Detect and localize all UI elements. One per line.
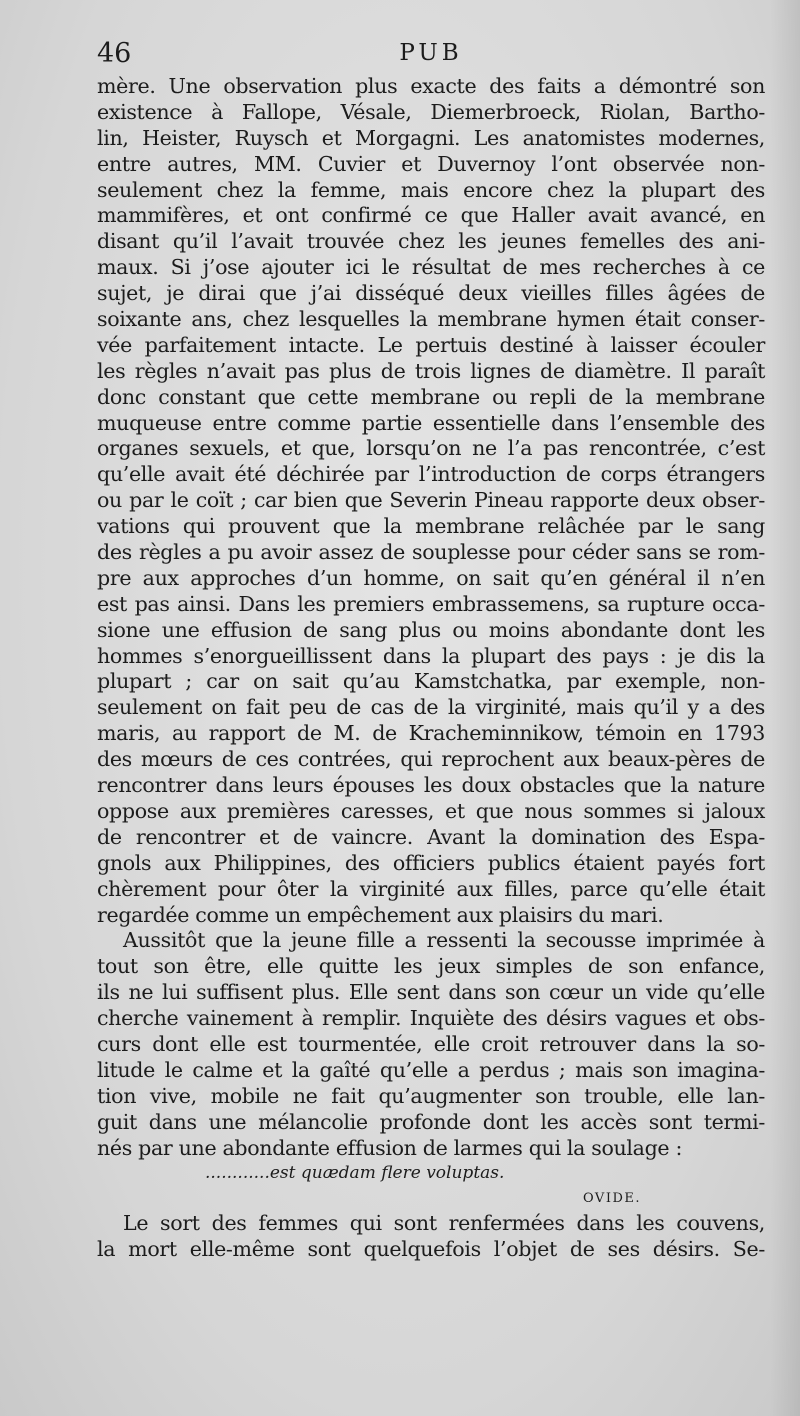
text-line: rencontrer dans leurs épouses les doux obstacles que la nature	[97, 773, 765, 798]
text-line: des règles a pu avoir assez de souplesse pour céder sans se rom-	[97, 540, 765, 565]
text-line: la mort elle-même sont quelquefois l’objet de ses désirs. Se-	[97, 1237, 765, 1262]
text-line: plupart ; car on sait qu’au Kamstchatka, par exemple, non-	[97, 669, 765, 694]
text-line: tion vive, mobile ne fait qu’augmenter son trouble, elle lan-	[97, 1083, 765, 1108]
text-line: donc constant que cette membrane ou repli de la membrane	[97, 384, 765, 409]
epigraph	[97, 1161, 765, 1211]
text-line: mère. Une observation plus exacte des faits a démontré son	[97, 74, 765, 98]
text-line: disant qu’il l’avait trouvée chez les jeunes femelles des ani-	[97, 229, 765, 254]
text-line: regardée comme un empêchement aux plaisirs du mari.	[97, 902, 664, 927]
text-line: seulement on fait peu de cas de la virginité, mais qu’il y a des	[97, 695, 765, 720]
paragraph-1	[97, 74, 765, 928]
text-line: sione une effusion de sang plus ou moins abondante dont les	[97, 617, 765, 642]
quote-text: ............est quædam flere voluptas.	[205, 1163, 505, 1184]
text-line: chèrement pour ôter la virginité aux filles, parce qu’elle était	[97, 876, 765, 901]
running-head: PUB	[399, 40, 463, 66]
text-line: tout son être, elle quitte les jeux simples de son enfance,	[97, 954, 765, 979]
text-line: les règles n’avait pas plus de trois lignes de diamètre. Il paraît	[97, 358, 765, 383]
body-text	[97, 74, 765, 1263]
text-line: lin, Heister, Ruysch et Morgagni. Les anatomistes modernes,	[97, 125, 765, 150]
text-line: muqueuse entre comme partie essentielle dans l’ensemble des	[97, 410, 765, 435]
text-line: litude le calme et la gaîté qu’elle a perdus ; mais son imagina-	[97, 1057, 765, 1082]
text-line: ils ne lui suffisent plus. Elle sent dans son cœur un vide qu’elle	[97, 980, 765, 1005]
page-header	[97, 38, 765, 72]
text-line: des mœurs de ces contrées, qui reprochent aux beaux-pères de	[97, 747, 765, 772]
text-line: seulement chez la femme, mais encore chez la plupart des	[97, 177, 765, 202]
text-line: soixante ans, chez lesquelles la membrane hymen était conser-	[97, 307, 765, 332]
text-line: mammifères, et ont confirmé ce que Haller avait avancé, en	[97, 203, 765, 228]
page-edge-shadow	[770, 0, 800, 1416]
text-line: existence à Fallope, Vésale, Diemerbroeck, Riolan, Bartho-	[97, 99, 765, 124]
text-line: organes sexuels, et que, lorsqu’on ne l’a pas rencontrée, c’est	[97, 436, 765, 461]
text-line: pre aux approches d’un homme, on sait qu’en général il n’en	[97, 565, 765, 590]
text-line: gnols aux Philippines, des officiers publics étaient payés fort	[97, 850, 765, 875]
text-line: vée parfaitement intacte. Le pertuis destiné à laisser écouler	[97, 332, 765, 357]
text-line: guit dans une mélancolie profonde dont les accès sont termi-	[97, 1109, 765, 1134]
text-line: est pas ainsi. Dans les premiers embrassemens, sa rupture occa-	[97, 591, 765, 616]
paragraph-3	[97, 1211, 765, 1263]
quote-author: OVIDE.	[583, 1191, 641, 1207]
text-line: ou par le coït ; car bien que Severin Pineau rapporte deux obser-	[97, 488, 765, 513]
text-line: maux. Si j’ose ajouter ici le résultat de mes recherches à ce	[97, 255, 765, 280]
text-line: vations qui prouvent que la membrane relâchée par le sang	[97, 514, 765, 539]
text-line: de rencontrer et de vaincre. Avant la domination des Espa-	[97, 824, 765, 849]
text-line: Le sort des femmes qui sont renfermées dans les couvens,	[123, 1211, 765, 1236]
text-line: hommes s’enorgueillissent dans la plupart des pays : je dis la	[97, 643, 765, 668]
text-line: nés par une abondante effusion de larmes qui la soulage :	[97, 1135, 683, 1160]
text-line: maris, au rapport de M. de Kracheminnikow, témoin en 1793	[97, 721, 765, 746]
text-line: Aussitôt que la jeune fille a ressenti la secousse imprimée à	[123, 928, 765, 953]
text-line: curs dont elle est tourmentée, elle croit retrouver dans la so-	[97, 1031, 765, 1056]
text-line: oppose aux premières caresses, et que nous sommes si jaloux	[97, 798, 765, 823]
page-number: 46	[97, 38, 132, 69]
text-line: sujet, je dirai que j’ai disséqué deux vieilles filles âgées de	[97, 281, 765, 306]
text-line: cherche vainement à remplir. Inquiète des désirs vagues et obs-	[97, 1006, 765, 1031]
paragraph-2	[97, 928, 765, 1161]
text-line: entre autres, MM. Cuvier et Duvernoy l’ont observée non-	[97, 151, 765, 176]
text-line: qu’elle avait été déchirée par l’introduction de corps étrangers	[97, 462, 765, 487]
